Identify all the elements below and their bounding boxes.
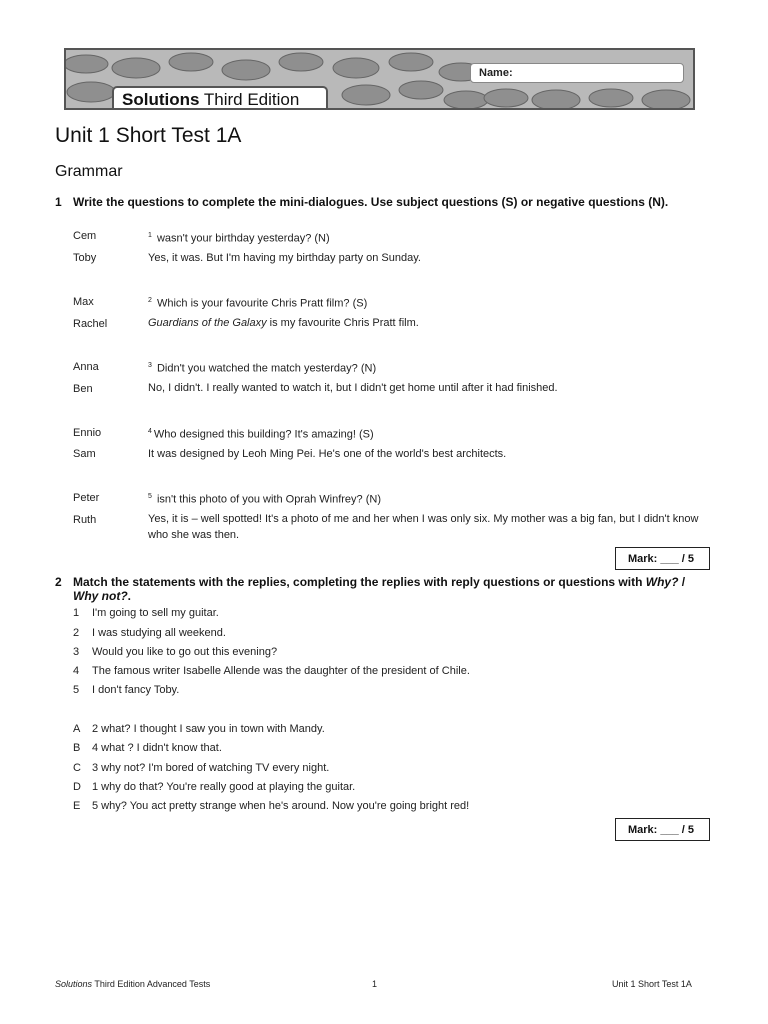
dialogue-speaker: Ennio: [73, 427, 102, 439]
dialogue-speaker: Rachel: [73, 318, 108, 330]
mark-box-2[interactable]: Mark: ___ / 5: [615, 818, 710, 841]
dialogue-speaker: Cem: [73, 230, 97, 242]
statement-number: 5: [73, 684, 80, 696]
question-2-instruction: Match the statements with the replies, completing the replies with reply questions or questions with Why? / Why not?.: [73, 575, 686, 603]
footer-right: Unit 1 Short Test 1A: [612, 979, 692, 989]
dialogue-line: $^2$ Which is your favourite Chris Pratt film? (S): [148, 297, 368, 310]
reply-letter: E: [73, 800, 81, 812]
question-1-number: 1: [55, 195, 62, 209]
dialogue-line: Yes, it is – well spotted! It's a photo of me and her when I was only six. My mother was a big fan, but I didn't know who she was then.: [148, 513, 699, 541]
mark-box-1[interactable]: Mark: ___ / 5: [615, 547, 710, 570]
dialogue-line: Guardians of the Galaxy is my favourite Chris Pratt film.: [148, 317, 419, 329]
dialogue-speaker: Peter: [73, 492, 100, 504]
reply-text: 4 what ? I didn't know that.: [92, 742, 222, 754]
question-2-number: 2: [55, 575, 62, 589]
dialogue-speaker: Anna: [73, 361, 99, 373]
page-title: Unit 1 Short Test 1A: [55, 124, 242, 147]
reply-text: 5 why? You act pretty strange when he's around. Now you're going bright red!: [92, 800, 470, 812]
dialogue-speaker: Toby: [73, 252, 97, 264]
dialogue-line: Yes, it was. But I'm having my birthday party on Sunday.: [148, 252, 421, 264]
dialogue-speaker: Sam: [73, 448, 96, 460]
statement-number: 3: [73, 646, 80, 658]
statement-text: I don't fancy Toby.: [92, 684, 180, 696]
statement-number: 4: [73, 665, 80, 677]
statement-text: I'm going to sell my guitar.: [92, 607, 219, 619]
dialogue-line: No, I didn't. I really wanted to watch it, but I didn't get home until after it had finished.: [148, 382, 558, 394]
reply-text: 2 what? I thought I saw you in town with Mandy.: [92, 723, 325, 735]
reply-letter: C: [73, 762, 81, 774]
section-heading: Grammar: [55, 163, 123, 180]
statement-text: I was studying all weekend.: [92, 627, 226, 639]
dialogue-speaker: Ruth: [73, 514, 97, 526]
dialogue-line: $^4$ Who designed this building? It's amazing! (S): [148, 428, 374, 441]
reply-letter: B: [73, 742, 81, 754]
dialogue-line: $^3$ Didn't you watched the match yesterday? (N): [148, 362, 377, 375]
reply-text: 1 why do that? You're really good at playing the guitar.: [92, 781, 356, 793]
statement-text: Would you like to go out this evening?: [92, 646, 278, 658]
reply-letter: D: [73, 781, 81, 793]
footer-left: Solutions Third Edition Advanced Tests: [55, 979, 211, 989]
dialogue-speaker: Max: [73, 296, 94, 308]
statement-number: 2: [73, 627, 80, 639]
reply-letter: A: [73, 723, 81, 735]
dialogue-line: $^5$ isn't this photo of you with Oprah Winfrey? (N): [148, 493, 381, 506]
footer-page-number: 1: [372, 979, 378, 989]
name-field[interactable]: Name:: [470, 63, 684, 83]
question-1-instruction: Write the questions to complete the mini-dialogues. Use subject questions (S) or negative questions (N).: [73, 195, 669, 209]
dialogue-line: It was designed by Leoh Ming Pei. He's one of the world's best architects.: [148, 448, 507, 460]
reply-text: 3 why not? I'm bored of watching TV every night.: [92, 762, 330, 774]
statement-number: 1: [73, 607, 80, 619]
statement-text: The famous writer Isabelle Allende was the daughter of the president of Chile.: [92, 665, 470, 677]
dialogue-line: $^1$ wasn't your birthday yesterday? (N): [148, 232, 330, 245]
brand-logo: Solutions Third Edition: [112, 86, 328, 110]
dialogue-speaker: Ben: [73, 383, 93, 395]
header-banner: [64, 48, 695, 110]
